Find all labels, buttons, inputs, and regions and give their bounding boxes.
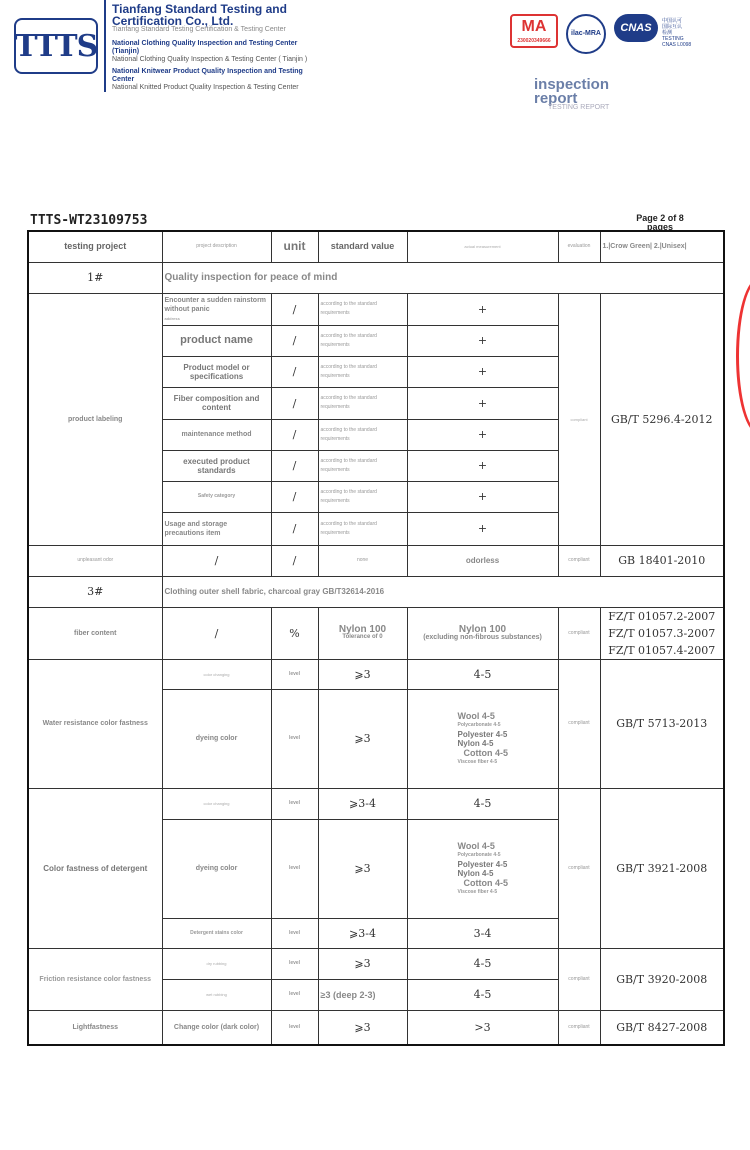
detergent-evaluation: compliant (558, 788, 600, 948)
labeling-evaluation: compliant (558, 293, 600, 545)
water-change-row (28, 659, 724, 689)
detergent-change-unit: level (271, 788, 318, 819)
labeling-result: + (407, 481, 558, 512)
table-header-row (28, 231, 724, 262)
cnas-mark: CNAS (614, 14, 658, 42)
labeling-item-desc: Encounter a sudden rainstorm without panic address (162, 293, 271, 325)
odor-desc: / (162, 545, 271, 576)
labeling-standard: according to the standard requirements (318, 512, 407, 545)
header-unit: unit (271, 231, 318, 262)
header-actual-measurement: actual measurement (407, 231, 558, 262)
water-change-desc: color changing (162, 659, 271, 689)
org-2-sub: National Knitted Product Quality Inspection & Testing Center (112, 84, 299, 91)
labeling-result: + (407, 356, 558, 387)
org-2 (112, 68, 312, 92)
odor-row (28, 545, 724, 576)
friction-label: Friction resistance color fastness (28, 948, 162, 1010)
org-2-title: National Knitwear Product Quality Inspection and Testing Center (112, 68, 303, 83)
ilac-mra-mark: ilac-MRA (566, 14, 606, 54)
table-row (28, 293, 724, 325)
labeling-result: + (407, 293, 558, 325)
water-change-result: 4-5 (407, 659, 558, 689)
friction-wet-unit: level (271, 979, 318, 1010)
fiber-result: Nylon 100 (excluding non-fibrous substances) (407, 607, 558, 659)
friction-wet-desc: wet rubbing (162, 979, 271, 1010)
section-1-title: Quality inspection for peace of mind (162, 262, 724, 293)
light-label: Lightfastness (28, 1010, 162, 1045)
report-title: inspection report (534, 76, 610, 107)
detergent-change-std: ⩾3-4 (318, 788, 407, 819)
detergent-dye-unit: level (271, 819, 318, 918)
labeling-standard: according to the standard requirements (318, 325, 407, 356)
org-1-sub: National Clothing Quality Inspection & Testing Center ( Tianjin ) (112, 56, 308, 63)
report-subtitle: TESTING REPORT (548, 104, 610, 111)
fiber-unit: % (271, 607, 318, 659)
detergent-label: Color fastness of detergent (28, 788, 162, 948)
labeling-result: + (407, 325, 558, 356)
labeling-standard: according to the standard requirements (318, 356, 407, 387)
detergent-dye-result: Wool 4-5 Polycarbonate 4-5 Polyester 4-5 Nylon 4-5 Cotton 4-5 Viscose fiber 4-5 (407, 819, 558, 918)
light-evaluation: compliant (558, 1010, 600, 1045)
labeling-standard: according to the standard requirements (318, 419, 407, 450)
water-dye-unit: level (271, 689, 318, 788)
labeling-item-desc: Product model or specifications (162, 356, 271, 387)
water-dye-result: Wool 4-5 Polycarbonate 4-5 Polyester 4-5 Nylon 4-5 Cotton 4-5 Viscose fiber 4-5 (407, 689, 558, 788)
header-testing-project: testing project (28, 231, 162, 262)
light-row (28, 1010, 724, 1045)
page-info: Page 2 of 8 pages (636, 213, 684, 232)
logo-text: TTTS (14, 28, 98, 64)
odor-unit: / (271, 545, 318, 576)
labeling-item-desc: Usage and storage precautions item (162, 512, 271, 545)
section-1-number: 1# (28, 262, 162, 293)
friction-dry-std: ⩾3 (318, 948, 407, 979)
friction-dry-desc: dry rubbing (162, 948, 271, 979)
company-name: Tianfang Standard Testing and Certification Co., Ltd. (112, 2, 287, 28)
water-change-std: ⩾3 (318, 659, 407, 689)
detergent-standard-code: GB/T 3921-2008 (600, 788, 724, 948)
odor-standard-code: GB 18401-2010 (600, 545, 724, 576)
company-subtitle: Tianfang Standard Testing Certification & Testing Center (112, 26, 286, 33)
section-3-number: 3# (28, 576, 162, 607)
odor-result: odorless (407, 545, 558, 576)
detergent-stain-desc: Detergent stains color (162, 918, 271, 948)
light-desc: Change color (dark color) (162, 1010, 271, 1045)
labeling-unit: / (271, 512, 318, 545)
labeling-unit: / (271, 387, 318, 419)
detergent-change-desc: color changing (162, 788, 271, 819)
labeling-result: + (407, 419, 558, 450)
header-standard-value: standard value (318, 231, 407, 262)
labeling-standard-code: GB/T 5296.4-2012 (600, 293, 724, 545)
light-std: ⩾3 (318, 1010, 407, 1045)
water-dye-desc: dyeing color (162, 689, 271, 788)
section-3-row (28, 576, 724, 607)
detergent-dye-desc: dyeing color (162, 819, 271, 918)
fiber-standard: Nylon 100 Tolerance of 0 (318, 607, 407, 659)
header-divider (104, 0, 106, 92)
red-seal-stamp (736, 278, 750, 434)
water-dye-std: ⩾3 (318, 689, 407, 788)
labeling-result: + (407, 512, 558, 545)
cma-mark: MA 230020349666 (510, 14, 558, 48)
labeling-unit: / (271, 293, 318, 325)
friction-dry-row (28, 948, 724, 979)
odor-label: unpleasant odor (28, 545, 162, 576)
light-standard-code: GB/T 8427-2008 (600, 1010, 724, 1045)
detergent-stain-result: 3-4 (407, 918, 558, 948)
labeling-unit: / (271, 481, 318, 512)
labeling-unit: / (271, 419, 318, 450)
labeling-standard: according to the standard requirements (318, 450, 407, 481)
labeling-item-desc: executed product standards (162, 450, 271, 481)
header-evaluation: evaluation (558, 231, 600, 262)
water-evaluation: compliant (558, 659, 600, 788)
detergent-dye-std: ⩾3 (318, 819, 407, 918)
labeling-result: + (407, 450, 558, 481)
labeling-item-desc: Fiber composition and content (162, 387, 271, 419)
labeling-result: + (407, 387, 558, 419)
friction-dry-result: 4-5 (407, 948, 558, 979)
friction-evaluation: compliant (558, 948, 600, 1010)
labeling-item-desc: maintenance method (162, 419, 271, 450)
labeling-standard: according to the standard requirements (318, 387, 407, 419)
light-result: >3 (407, 1010, 558, 1045)
labeling-unit: / (271, 356, 318, 387)
company-logo (14, 18, 98, 74)
water-label: Water resistance color fastness (28, 659, 162, 788)
water-standard-code: GB/T 5713-2013 (600, 659, 724, 788)
labeling-unit: / (271, 325, 318, 356)
labeling-item-desc: Safety category (162, 481, 271, 512)
labeling-item-desc: product name (162, 325, 271, 356)
detergent-change-result: 4-5 (407, 788, 558, 819)
header-project-description: project description (162, 231, 271, 262)
light-unit: level (271, 1010, 318, 1045)
odor-standard: none (318, 545, 407, 576)
fiber-desc: / (162, 607, 271, 659)
friction-wet-std: ≥3 (deep 2-3) (318, 979, 407, 1010)
labeling-standard: according to the standard requirements (318, 293, 407, 325)
friction-wet-result: 4-5 (407, 979, 558, 1010)
cma-number: 230020349666 (517, 38, 551, 44)
friction-dry-unit: level (271, 948, 318, 979)
fiber-standard-codes: FZ/T 01057.2-2007 FZ/T 01057.3-2007 FZ/T 01057.4-2007 (600, 607, 724, 659)
fiber-row (28, 607, 724, 659)
labeling-unit: / (271, 450, 318, 481)
odor-evaluation: compliant (558, 545, 600, 576)
water-change-unit: level (271, 659, 318, 689)
detergent-change-row (28, 788, 724, 819)
org-1 (112, 40, 312, 64)
org-1-title: National Clothing Quality Inspection and Testing Center (Tianjin) (112, 40, 298, 55)
detergent-stain-unit: level (271, 918, 318, 948)
report-number: TTTS-WT23109753 (30, 213, 148, 228)
product-labeling-label: product labeling (28, 293, 162, 545)
friction-standard-code: GB/T 3920-2008 (600, 948, 724, 1010)
cnas-text: 中国认可 国际互认 检测 TESTING CNAS L0098 (662, 18, 692, 48)
labeling-standard: according to the standard requirements (318, 481, 407, 512)
section-1-row (28, 262, 724, 293)
section-3-title: Clothing outer shell fabric, charcoal gray GB/T32614-2016 (162, 576, 724, 607)
fiber-label: fiber content (28, 607, 162, 659)
fiber-evaluation: compliant (558, 607, 600, 659)
detergent-stain-std: ⩾3-4 (318, 918, 407, 948)
inspection-table (27, 230, 725, 1046)
header-samples: 1.|Crow Green| 2.|Unisex| (600, 231, 724, 262)
